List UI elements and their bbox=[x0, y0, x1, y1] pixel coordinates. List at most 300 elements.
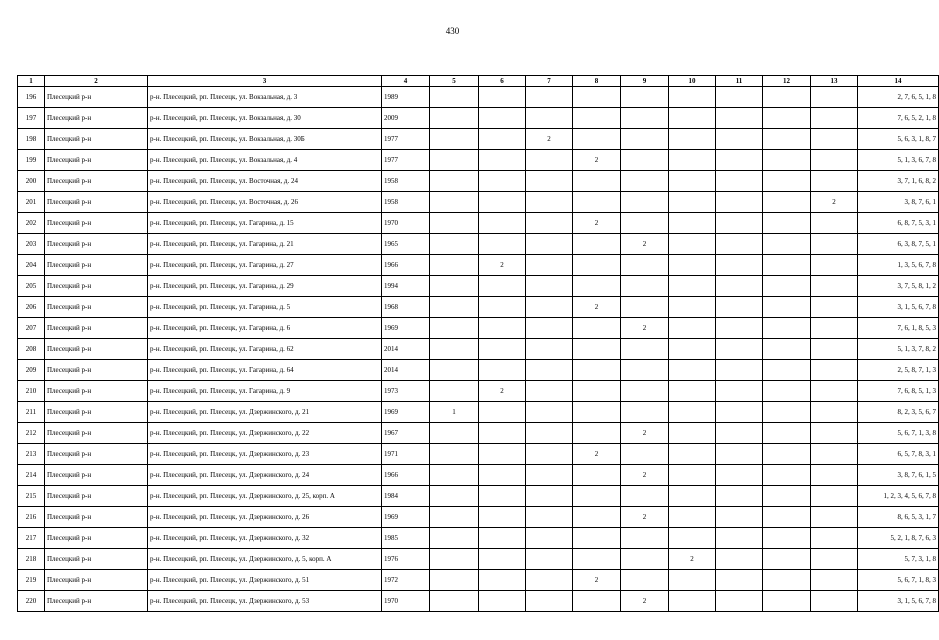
sequence-cell: 8, 6, 5, 3, 1, 7 bbox=[858, 507, 939, 528]
mark-cell-col-8 bbox=[573, 255, 621, 276]
column-header-10: 10 bbox=[669, 76, 716, 87]
mark-cell-col-11 bbox=[716, 255, 763, 276]
mark-cell-col-6 bbox=[479, 423, 526, 444]
address-cell: р-н. Плесецкий, рп. Плесецк, ул. Гагарина, д. 62 bbox=[148, 339, 382, 360]
mark-cell-col-5 bbox=[430, 234, 479, 255]
mark-cell-col-11 bbox=[716, 549, 763, 570]
mark-cell-col-5 bbox=[430, 486, 479, 507]
mark-cell-col-7 bbox=[526, 465, 573, 486]
mark-cell-col-13 bbox=[811, 255, 858, 276]
row-number-cell: 202 bbox=[18, 213, 45, 234]
year-cell: 1967 bbox=[382, 423, 430, 444]
district-cell: Плесецкий р-н bbox=[45, 528, 148, 549]
district-cell: Плесецкий р-н bbox=[45, 465, 148, 486]
mark-cell-col-7 bbox=[526, 486, 573, 507]
address-cell: р-н. Плесецкий, рп. Плесецк, ул. Дзержинского, д. 26 bbox=[148, 507, 382, 528]
mark-cell-col-9 bbox=[621, 108, 669, 129]
district-cell: Плесецкий р-н bbox=[45, 87, 148, 108]
year-cell: 1977 bbox=[382, 150, 430, 171]
district-cell: Плесецкий р-н bbox=[45, 381, 148, 402]
mark-cell-col-9 bbox=[621, 129, 669, 150]
sequence-cell: 7, 6, 1, 8, 5, 3 bbox=[858, 318, 939, 339]
year-cell: 1970 bbox=[382, 591, 430, 612]
mark-cell-col-7 bbox=[526, 360, 573, 381]
column-header-3: 3 bbox=[148, 76, 382, 87]
mark-cell-col-13 bbox=[811, 465, 858, 486]
mark-cell-col-10 bbox=[669, 150, 716, 171]
table-body bbox=[18, 87, 939, 612]
mark-cell-col-8 bbox=[573, 549, 621, 570]
mark-cell-col-7: 2 bbox=[526, 129, 573, 150]
address-cell: р-н. Плесецкий, рп. Плесецк, ул. Дзержинского, д. 51 bbox=[148, 570, 382, 591]
address-cell: р-н. Плесецкий, рп. Плесецк, ул. Дзержинского, д. 5, корп. А bbox=[148, 549, 382, 570]
mark-cell-col-7 bbox=[526, 255, 573, 276]
year-cell: 1966 bbox=[382, 255, 430, 276]
mark-cell-col-9: 2 bbox=[621, 465, 669, 486]
column-header-14: 14 bbox=[858, 76, 939, 87]
sequence-cell: 3, 1, 5, 6, 7, 8 bbox=[858, 591, 939, 612]
mark-cell-col-12 bbox=[763, 507, 811, 528]
mark-cell-col-8: 2 bbox=[573, 570, 621, 591]
mark-cell-col-8 bbox=[573, 360, 621, 381]
address-cell: р-н. Плесецкий, рп. Плесецк, ул. Гагарина, д. 6 bbox=[148, 318, 382, 339]
mark-cell-col-12 bbox=[763, 360, 811, 381]
address-cell: р-н. Плесецкий, рп. Плесецк, ул. Дзержинского, д. 53 bbox=[148, 591, 382, 612]
mark-cell-col-5 bbox=[430, 213, 479, 234]
mark-cell-col-9 bbox=[621, 87, 669, 108]
mark-cell-col-7 bbox=[526, 213, 573, 234]
column-header-1: 1 bbox=[18, 76, 45, 87]
mark-cell-col-10 bbox=[669, 234, 716, 255]
mark-cell-col-12 bbox=[763, 549, 811, 570]
address-cell: р-н. Плесецкий, рп. Плесецк, ул. Вокзальная, д. 30 bbox=[148, 108, 382, 129]
mark-cell-col-8 bbox=[573, 465, 621, 486]
row-number-cell: 199 bbox=[18, 150, 45, 171]
mark-cell-col-11 bbox=[716, 528, 763, 549]
address-cell: р-н. Плесецкий, рп. Плесецк, ул. Гагарина, д. 9 bbox=[148, 381, 382, 402]
mark-cell-col-7 bbox=[526, 381, 573, 402]
address-cell: р-н. Плесецкий, рп. Плесецк, ул. Гагарина, д. 27 bbox=[148, 255, 382, 276]
mark-cell-col-8 bbox=[573, 87, 621, 108]
column-header-11: 11 bbox=[716, 76, 763, 87]
column-header-5: 5 bbox=[430, 76, 479, 87]
mark-cell-col-11 bbox=[716, 150, 763, 171]
sequence-cell: 3, 8, 7, 6, 1, 5 bbox=[858, 465, 939, 486]
mark-cell-col-6 bbox=[479, 234, 526, 255]
mark-cell-col-10 bbox=[669, 297, 716, 318]
mark-cell-col-6 bbox=[479, 591, 526, 612]
year-cell: 1984 bbox=[382, 486, 430, 507]
row-number-cell: 196 bbox=[18, 87, 45, 108]
address-cell: р-н. Плесецкий, рп. Плесецк, ул. Гагарина, д. 21 bbox=[148, 234, 382, 255]
mark-cell-col-7 bbox=[526, 150, 573, 171]
mark-cell-col-9 bbox=[621, 360, 669, 381]
mark-cell-col-6 bbox=[479, 87, 526, 108]
year-cell: 1971 bbox=[382, 444, 430, 465]
district-cell: Плесецкий р-н bbox=[45, 108, 148, 129]
mark-cell-col-6 bbox=[479, 507, 526, 528]
year-cell: 1973 bbox=[382, 381, 430, 402]
mark-cell-col-13 bbox=[811, 87, 858, 108]
row-number-cell: 204 bbox=[18, 255, 45, 276]
mark-cell-col-11 bbox=[716, 108, 763, 129]
mark-cell-col-7 bbox=[526, 528, 573, 549]
mark-cell-col-12 bbox=[763, 297, 811, 318]
district-cell: Плесецкий р-н bbox=[45, 591, 148, 612]
sequence-cell: 3, 7, 5, 8, 1, 2 bbox=[858, 276, 939, 297]
mark-cell-col-6 bbox=[479, 444, 526, 465]
mark-cell-col-5 bbox=[430, 297, 479, 318]
row-number-cell: 212 bbox=[18, 423, 45, 444]
mark-cell-col-12 bbox=[763, 570, 811, 591]
mark-cell-col-11 bbox=[716, 87, 763, 108]
district-cell: Плесецкий р-н bbox=[45, 444, 148, 465]
mark-cell-col-10 bbox=[669, 486, 716, 507]
mark-cell-col-8 bbox=[573, 381, 621, 402]
mark-cell-col-5 bbox=[430, 192, 479, 213]
mark-cell-col-12 bbox=[763, 150, 811, 171]
mark-cell-col-12 bbox=[763, 234, 811, 255]
row-number-cell: 197 bbox=[18, 108, 45, 129]
year-cell: 1965 bbox=[382, 234, 430, 255]
sequence-cell: 1, 2, 3, 4, 5, 6, 7, 8 bbox=[858, 486, 939, 507]
mark-cell-col-6 bbox=[479, 570, 526, 591]
district-cell: Плесецкий р-н bbox=[45, 297, 148, 318]
mark-cell-col-13 bbox=[811, 108, 858, 129]
sequence-cell: 5, 1, 3, 7, 8, 2 bbox=[858, 339, 939, 360]
sequence-cell: 7, 6, 5, 2, 1, 8 bbox=[858, 108, 939, 129]
mark-cell-col-5 bbox=[430, 108, 479, 129]
table-row bbox=[18, 528, 939, 549]
mark-cell-col-7 bbox=[526, 591, 573, 612]
mark-cell-col-9 bbox=[621, 528, 669, 549]
sequence-cell: 6, 5, 7, 8, 3, 1 bbox=[858, 444, 939, 465]
row-number-cell: 217 bbox=[18, 528, 45, 549]
address-cell: р-н. Плесецкий, рп. Плесецк, ул. Дзержинского, д. 21 bbox=[148, 402, 382, 423]
mark-cell-col-12 bbox=[763, 318, 811, 339]
mark-cell-col-10 bbox=[669, 213, 716, 234]
mark-cell-col-10 bbox=[669, 507, 716, 528]
mark-cell-col-11 bbox=[716, 318, 763, 339]
sequence-cell: 6, 8, 7, 5, 3, 1 bbox=[858, 213, 939, 234]
mark-cell-col-5 bbox=[430, 549, 479, 570]
mark-cell-col-9 bbox=[621, 150, 669, 171]
mark-cell-col-7 bbox=[526, 297, 573, 318]
mark-cell-col-7 bbox=[526, 402, 573, 423]
mark-cell-col-12 bbox=[763, 591, 811, 612]
mark-cell-col-6 bbox=[479, 360, 526, 381]
mark-cell-col-11 bbox=[716, 570, 763, 591]
mark-cell-col-11 bbox=[716, 381, 763, 402]
mark-cell-col-7 bbox=[526, 276, 573, 297]
mark-cell-col-11 bbox=[716, 360, 763, 381]
table-row bbox=[18, 108, 939, 129]
mark-cell-col-11 bbox=[716, 276, 763, 297]
mark-cell-col-12 bbox=[763, 192, 811, 213]
mark-cell-col-6 bbox=[479, 465, 526, 486]
mark-cell-col-11 bbox=[716, 423, 763, 444]
district-cell: Плесецкий р-н bbox=[45, 150, 148, 171]
mark-cell-col-10 bbox=[669, 129, 716, 150]
row-number-cell: 209 bbox=[18, 360, 45, 381]
sequence-cell: 8, 2, 3, 5, 6, 7 bbox=[858, 402, 939, 423]
mark-cell-col-12 bbox=[763, 108, 811, 129]
address-cell: р-н. Плесецкий, рп. Плесецк, ул. Дзержинского, д. 23 bbox=[148, 444, 382, 465]
table-row bbox=[18, 129, 939, 150]
year-cell: 2014 bbox=[382, 339, 430, 360]
mark-cell-col-5 bbox=[430, 129, 479, 150]
mark-cell-col-10 bbox=[669, 87, 716, 108]
mark-cell-col-6 bbox=[479, 297, 526, 318]
mark-cell-col-8: 2 bbox=[573, 213, 621, 234]
sequence-cell: 5, 6, 7, 1, 8, 3 bbox=[858, 570, 939, 591]
row-number-cell: 210 bbox=[18, 381, 45, 402]
mark-cell-col-11 bbox=[716, 402, 763, 423]
address-cell: р-н. Плесецкий, рп. Плесецк, ул. Вокзальная, д. 30Б bbox=[148, 129, 382, 150]
table-header-row bbox=[18, 76, 939, 87]
mark-cell-col-9 bbox=[621, 549, 669, 570]
table-row bbox=[18, 234, 939, 255]
mark-cell-col-7 bbox=[526, 339, 573, 360]
column-header-9: 9 bbox=[621, 76, 669, 87]
mark-cell-col-5 bbox=[430, 465, 479, 486]
mark-cell-col-5 bbox=[430, 150, 479, 171]
mark-cell-col-8: 2 bbox=[573, 297, 621, 318]
column-header-8: 8 bbox=[573, 76, 621, 87]
mark-cell-col-12 bbox=[763, 87, 811, 108]
table-row bbox=[18, 255, 939, 276]
mark-cell-col-9 bbox=[621, 570, 669, 591]
mark-cell-col-13 bbox=[811, 381, 858, 402]
mark-cell-col-7 bbox=[526, 423, 573, 444]
mark-cell-col-6: 2 bbox=[479, 381, 526, 402]
mark-cell-col-6 bbox=[479, 171, 526, 192]
mark-cell-col-9: 2 bbox=[621, 318, 669, 339]
mark-cell-col-9: 2 bbox=[621, 234, 669, 255]
mark-cell-col-11 bbox=[716, 171, 763, 192]
year-cell: 1985 bbox=[382, 528, 430, 549]
mark-cell-col-11 bbox=[716, 192, 763, 213]
district-cell: Плесецкий р-н bbox=[45, 276, 148, 297]
mark-cell-col-8 bbox=[573, 192, 621, 213]
mark-cell-col-11 bbox=[716, 234, 763, 255]
mark-cell-col-13 bbox=[811, 507, 858, 528]
mark-cell-col-10 bbox=[669, 255, 716, 276]
mark-cell-col-13 bbox=[811, 297, 858, 318]
mark-cell-col-5 bbox=[430, 444, 479, 465]
mark-cell-col-8: 2 bbox=[573, 444, 621, 465]
sequence-cell: 3, 8, 7, 6, 1 bbox=[858, 192, 939, 213]
mark-cell-col-8 bbox=[573, 591, 621, 612]
row-number-cell: 205 bbox=[18, 276, 45, 297]
sequence-cell: 7, 6, 8, 5, 1, 3 bbox=[858, 381, 939, 402]
table-row bbox=[18, 549, 939, 570]
mark-cell-col-8 bbox=[573, 423, 621, 444]
year-cell: 1966 bbox=[382, 465, 430, 486]
mark-cell-col-6 bbox=[479, 528, 526, 549]
mark-cell-col-7 bbox=[526, 108, 573, 129]
district-cell: Плесецкий р-н bbox=[45, 339, 148, 360]
mark-cell-col-5 bbox=[430, 87, 479, 108]
year-cell: 1994 bbox=[382, 276, 430, 297]
mark-cell-col-12 bbox=[763, 381, 811, 402]
district-cell: Плесецкий р-н bbox=[45, 171, 148, 192]
mark-cell-col-13 bbox=[811, 591, 858, 612]
mark-cell-col-9 bbox=[621, 402, 669, 423]
mark-cell-col-6 bbox=[479, 549, 526, 570]
row-number-cell: 220 bbox=[18, 591, 45, 612]
mark-cell-col-11 bbox=[716, 465, 763, 486]
table-row bbox=[18, 423, 939, 444]
mark-cell-col-12 bbox=[763, 444, 811, 465]
address-cell: р-н. Плесецкий, рп. Плесецк, ул. Восточная, д. 24 bbox=[148, 171, 382, 192]
mark-cell-col-11 bbox=[716, 486, 763, 507]
mark-cell-col-9 bbox=[621, 192, 669, 213]
mark-cell-col-9 bbox=[621, 381, 669, 402]
mark-cell-col-8 bbox=[573, 108, 621, 129]
mark-cell-col-5 bbox=[430, 360, 479, 381]
mark-cell-col-10 bbox=[669, 381, 716, 402]
mark-cell-col-10 bbox=[669, 423, 716, 444]
mark-cell-col-9 bbox=[621, 444, 669, 465]
mark-cell-col-11 bbox=[716, 129, 763, 150]
mark-cell-col-7 bbox=[526, 549, 573, 570]
mark-cell-col-10 bbox=[669, 339, 716, 360]
table-row bbox=[18, 402, 939, 423]
mark-cell-col-7 bbox=[526, 171, 573, 192]
address-cell: р-н. Плесецкий, рп. Плесецк, ул. Дзержинского, д. 32 bbox=[148, 528, 382, 549]
mark-cell-col-10: 2 bbox=[669, 549, 716, 570]
mark-cell-col-13 bbox=[811, 570, 858, 591]
district-cell: Плесецкий р-н bbox=[45, 234, 148, 255]
mark-cell-col-13 bbox=[811, 213, 858, 234]
sequence-cell: 5, 2, 1, 8, 7, 6, 3 bbox=[858, 528, 939, 549]
table-row bbox=[18, 213, 939, 234]
row-number-cell: 215 bbox=[18, 486, 45, 507]
building-registry-table bbox=[17, 75, 939, 612]
address-cell: р-н. Плесецкий, рп. Плесецк, ул. Дзержинского, д. 24 bbox=[148, 465, 382, 486]
table-row bbox=[18, 192, 939, 213]
mark-cell-col-9: 2 bbox=[621, 423, 669, 444]
mark-cell-col-6 bbox=[479, 402, 526, 423]
mark-cell-col-13 bbox=[811, 318, 858, 339]
mark-cell-col-8 bbox=[573, 339, 621, 360]
mark-cell-col-8 bbox=[573, 276, 621, 297]
mark-cell-col-6 bbox=[479, 276, 526, 297]
district-cell: Плесецкий р-н bbox=[45, 360, 148, 381]
mark-cell-col-8: 2 bbox=[573, 150, 621, 171]
mark-cell-col-6 bbox=[479, 108, 526, 129]
mark-cell-col-5 bbox=[430, 255, 479, 276]
address-cell: р-н. Плесецкий, рп. Плесецк, ул. Дзержинского, д. 25, корп. А bbox=[148, 486, 382, 507]
mark-cell-col-5: 1 bbox=[430, 402, 479, 423]
mark-cell-col-8 bbox=[573, 486, 621, 507]
table-row bbox=[18, 444, 939, 465]
mark-cell-col-12 bbox=[763, 129, 811, 150]
mark-cell-col-10 bbox=[669, 318, 716, 339]
mark-cell-col-6 bbox=[479, 129, 526, 150]
district-cell: Плесецкий р-н bbox=[45, 255, 148, 276]
mark-cell-col-6 bbox=[479, 318, 526, 339]
mark-cell-col-5 bbox=[430, 507, 479, 528]
district-cell: Плесецкий р-н bbox=[45, 507, 148, 528]
address-cell: р-н. Плесецкий, рп. Плесецк, ул. Гагарина, д. 5 bbox=[148, 297, 382, 318]
mark-cell-col-13 bbox=[811, 549, 858, 570]
row-number-cell: 203 bbox=[18, 234, 45, 255]
mark-cell-col-7 bbox=[526, 192, 573, 213]
table-row bbox=[18, 486, 939, 507]
row-number-cell: 208 bbox=[18, 339, 45, 360]
mark-cell-col-9: 2 bbox=[621, 507, 669, 528]
mark-cell-col-12 bbox=[763, 255, 811, 276]
sequence-cell: 5, 1, 3, 6, 7, 8 bbox=[858, 150, 939, 171]
mark-cell-col-12 bbox=[763, 171, 811, 192]
column-header-2: 2 bbox=[45, 76, 148, 87]
table-row bbox=[18, 381, 939, 402]
mark-cell-col-9 bbox=[621, 276, 669, 297]
mark-cell-col-12 bbox=[763, 465, 811, 486]
mark-cell-col-13 bbox=[811, 234, 858, 255]
mark-cell-col-9 bbox=[621, 486, 669, 507]
mark-cell-col-13 bbox=[811, 528, 858, 549]
address-cell: р-н. Плесецкий, рп. Плесецк, ул. Гагарина, д. 64 bbox=[148, 360, 382, 381]
mark-cell-col-13 bbox=[811, 444, 858, 465]
table-row bbox=[18, 339, 939, 360]
mark-cell-col-10 bbox=[669, 444, 716, 465]
mark-cell-col-13 bbox=[811, 402, 858, 423]
address-cell: р-н. Плесецкий, рп. Плесецк, ул. Вокзальная, д. 4 bbox=[148, 150, 382, 171]
table-row bbox=[18, 297, 939, 318]
row-number-cell: 219 bbox=[18, 570, 45, 591]
mark-cell-col-5 bbox=[430, 318, 479, 339]
mark-cell-col-5 bbox=[430, 339, 479, 360]
mark-cell-col-11 bbox=[716, 297, 763, 318]
address-cell: р-н. Плесецкий, рп. Плесецк, ул. Гагарина, д. 29 bbox=[148, 276, 382, 297]
mark-cell-col-5 bbox=[430, 276, 479, 297]
mark-cell-col-13 bbox=[811, 339, 858, 360]
mark-cell-col-9: 2 bbox=[621, 591, 669, 612]
mark-cell-col-12 bbox=[763, 423, 811, 444]
district-cell: Плесецкий р-н bbox=[45, 129, 148, 150]
mark-cell-col-10 bbox=[669, 276, 716, 297]
address-cell: р-н. Плесецкий, рп. Плесецк, ул. Вокзальная, д. 3 bbox=[148, 87, 382, 108]
row-number-cell: 218 bbox=[18, 549, 45, 570]
district-cell: Плесецкий р-н bbox=[45, 318, 148, 339]
mark-cell-col-12 bbox=[763, 402, 811, 423]
mark-cell-col-10 bbox=[669, 570, 716, 591]
table-row bbox=[18, 465, 939, 486]
mark-cell-col-10 bbox=[669, 528, 716, 549]
year-cell: 1972 bbox=[382, 570, 430, 591]
sequence-cell: 6, 3, 8, 7, 5, 1 bbox=[858, 234, 939, 255]
district-cell: Плесецкий р-н bbox=[45, 213, 148, 234]
address-cell: р-н. Плесецкий, рп. Плесецк, ул. Гагарина, д. 15 bbox=[148, 213, 382, 234]
mark-cell-col-11 bbox=[716, 339, 763, 360]
mark-cell-col-5 bbox=[430, 591, 479, 612]
row-number-cell: 206 bbox=[18, 297, 45, 318]
mark-cell-col-5 bbox=[430, 570, 479, 591]
mark-cell-col-11 bbox=[716, 591, 763, 612]
row-number-cell: 198 bbox=[18, 129, 45, 150]
mark-cell-col-8 bbox=[573, 171, 621, 192]
mark-cell-col-5 bbox=[430, 171, 479, 192]
year-cell: 1970 bbox=[382, 213, 430, 234]
sequence-cell: 5, 6, 7, 1, 3, 8 bbox=[858, 423, 939, 444]
mark-cell-col-11 bbox=[716, 444, 763, 465]
mark-cell-col-9 bbox=[621, 297, 669, 318]
mark-cell-col-13: 2 bbox=[811, 192, 858, 213]
mark-cell-col-7 bbox=[526, 444, 573, 465]
